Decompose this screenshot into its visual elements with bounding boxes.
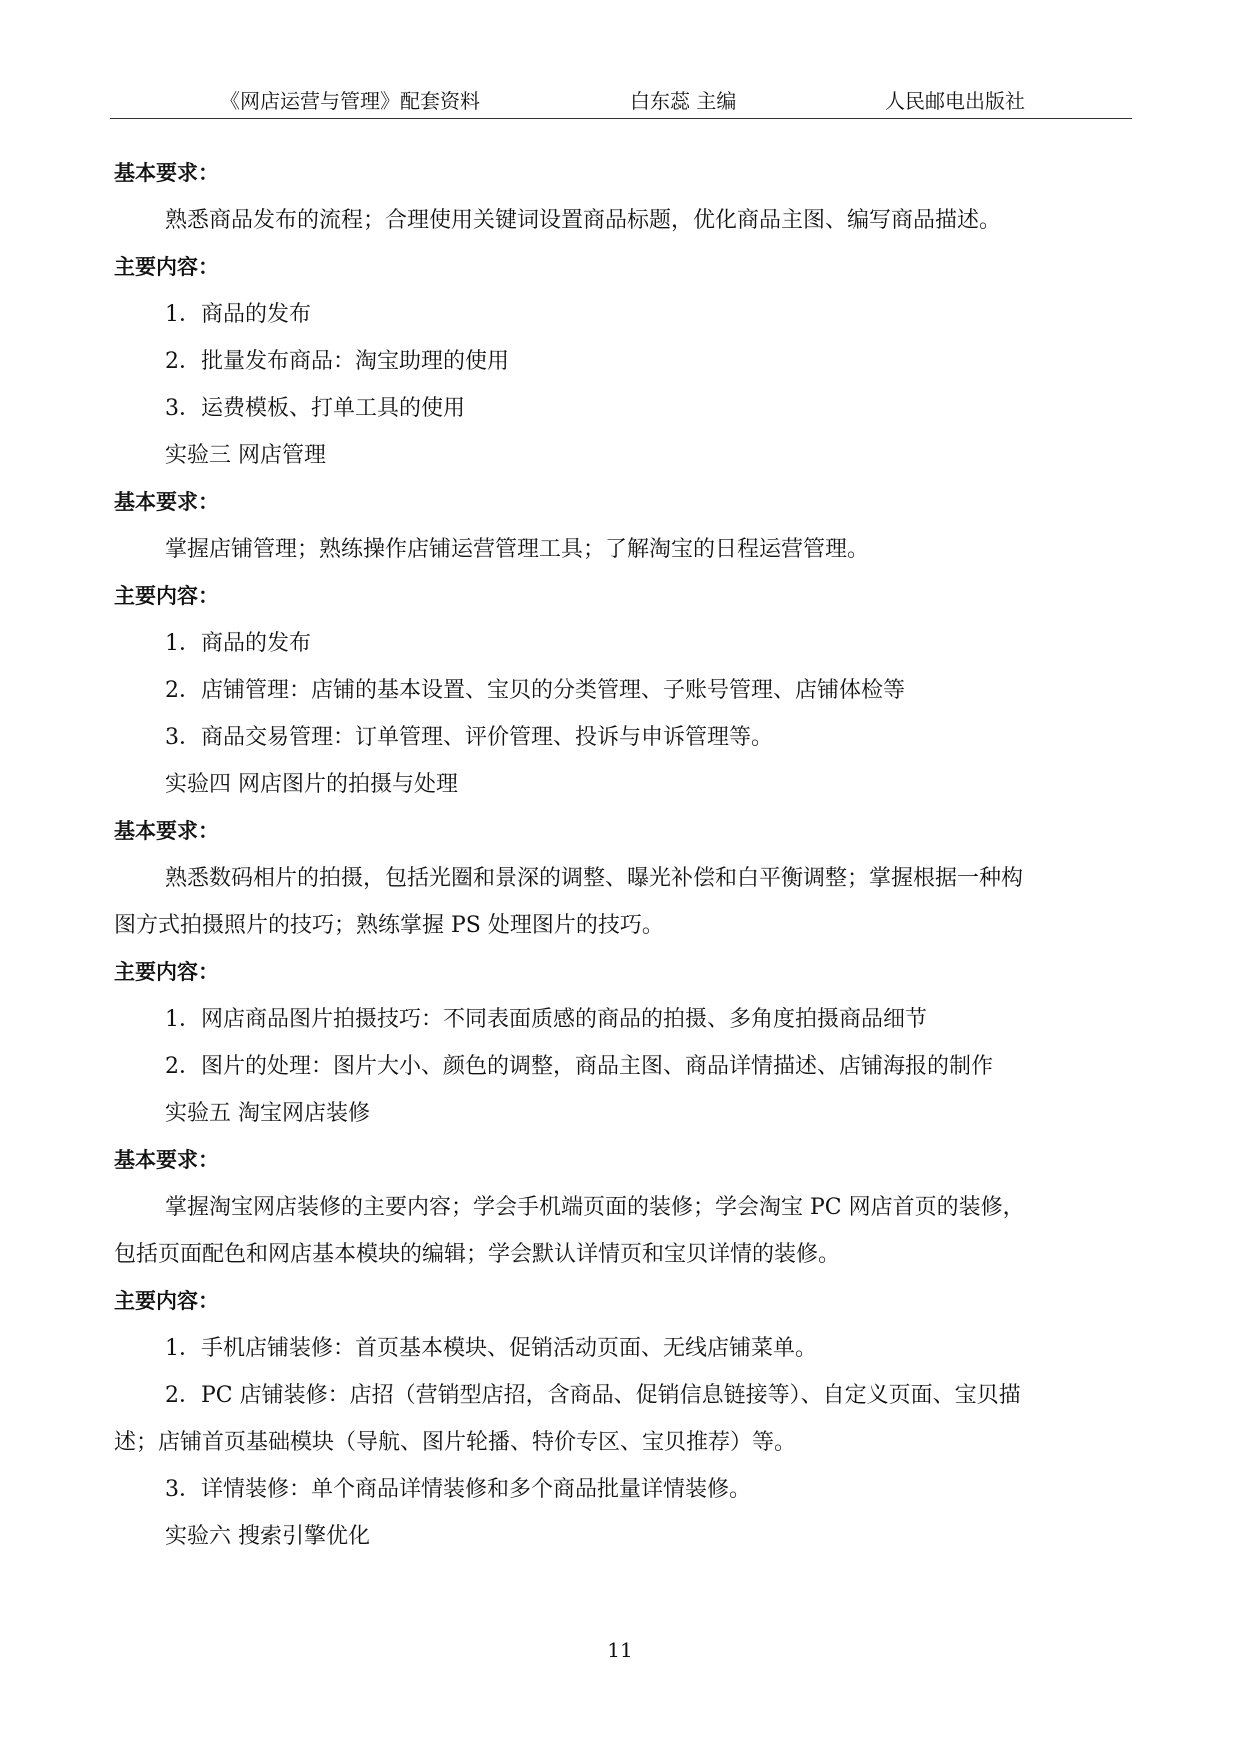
section-heading-content: 主要内容：	[114, 255, 219, 279]
experiment-title: 实验四 网店图片的拍摄与处理	[165, 772, 458, 797]
section-heading-content: 主要内容：	[114, 960, 219, 984]
paragraph-line: 熟悉商品发布的流程；合理使用关键词设置商品标题，优化商品主图、编写商品描述。	[165, 208, 1002, 233]
paragraph-line: 掌握店铺管理；熟练操作店铺运营管理工具；了解淘宝的日程运营管理。	[165, 537, 870, 562]
experiment-title: 实验三 网店管理	[165, 443, 326, 468]
section-heading-requirements: 基本要求：	[114, 161, 219, 185]
list-item-continuation: 述；店铺首页基础模块（导航、图片轮播、特价专区、宝贝推荐）等。	[114, 1430, 797, 1455]
section-heading-requirements: 基本要求：	[114, 819, 219, 843]
list-item: 3．详情装修：单个商品详情装修和多个商品批量详情装修。	[165, 1477, 751, 1502]
section-heading-content: 主要内容：	[114, 1289, 219, 1313]
list-item: 1．商品的发布	[165, 302, 311, 327]
paragraph-line: 掌握淘宝网店装修的主要内容；学会手机端页面的装修；学会淘宝 PC 网店首页的装修，	[165, 1195, 1025, 1220]
list-item: 2．图片的处理：图片大小、颜色的调整，商品主图、商品详情描述、店铺海报的制作	[165, 1054, 993, 1079]
experiment-title: 实验五 淘宝网店装修	[165, 1101, 370, 1126]
list-item: 2．店铺管理：店铺的基本设置、宝贝的分类管理、子账号管理、店铺体检等	[165, 678, 905, 703]
paragraph-line: 图方式拍摄照片的技巧；熟练掌握 PS 处理图片的技巧。	[114, 913, 664, 938]
experiment-title: 实验六 搜索引擎优化	[165, 1524, 370, 1549]
page-body	[114, 150, 1134, 1560]
header-book-title: 《网店运营与管理》配套资料	[220, 89, 480, 113]
paragraph-line: 熟悉数码相片的拍摄，包括光圈和景深的调整、曝光补偿和白平衡调整；掌握根据一种构	[165, 866, 1024, 891]
section-heading-requirements: 基本要求：	[114, 490, 219, 514]
list-item: 1．手机店铺装修：首页基本模块、促销活动页面、无线店铺菜单。	[165, 1336, 817, 1361]
list-item: 2．PC 店铺装修：店招（营销型店招，含商品、促销信息链接等）、自定义页面、宝贝描	[165, 1383, 1021, 1408]
header-editor: 白东蕊 主编	[630, 89, 737, 113]
section-heading-requirements: 基本要求：	[114, 1148, 219, 1172]
list-item: 3．运费模板、打单工具的使用	[165, 396, 465, 421]
list-item: 1．网店商品图片拍摄技巧：不同表面质感的商品的拍摄、多角度拍摄商品细节	[165, 1007, 927, 1032]
list-item: 2．批量发布商品：淘宝助理的使用	[165, 349, 509, 374]
paragraph-line: 包括页面配色和网店基本模块的编辑；学会默认详情页和宝贝详情的装修。	[114, 1242, 841, 1267]
page-header	[110, 88, 1132, 119]
list-item: 3．商品交易管理：订单管理、评价管理、投诉与申诉管理等。	[165, 725, 773, 750]
list-item: 1．商品的发布	[165, 631, 311, 656]
section-heading-content: 主要内容：	[114, 584, 219, 608]
header-publisher: 人民邮电出版社	[885, 89, 1025, 113]
page-number: 11	[607, 1638, 633, 1662]
